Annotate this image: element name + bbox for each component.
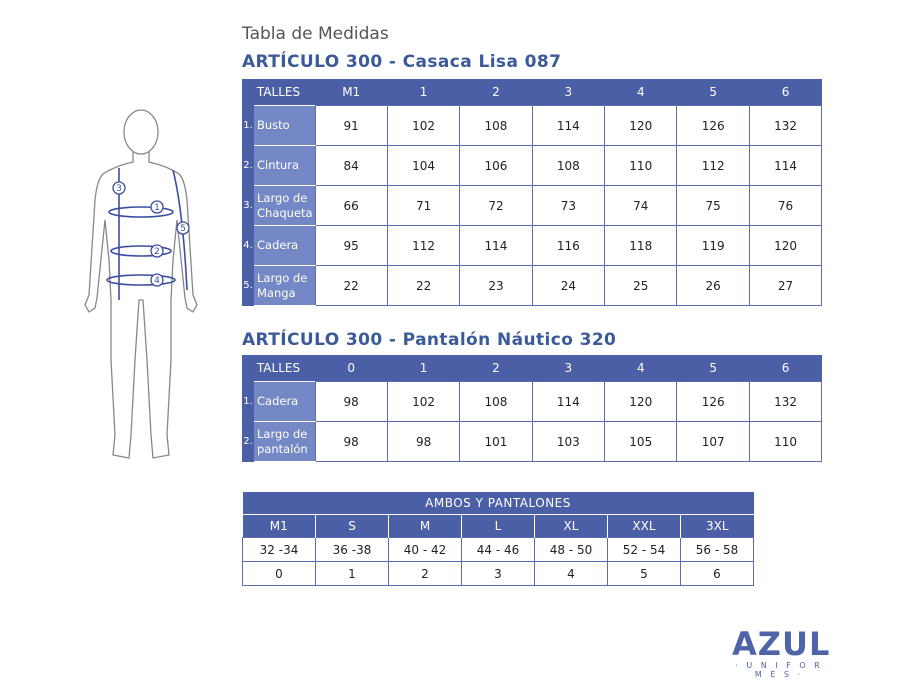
table-cell: 98 xyxy=(315,422,387,462)
size-letter-cell: XL xyxy=(535,515,608,538)
pantalon-title: ARTÍCULO 300 - Pantalón Náutico 320 xyxy=(242,330,617,350)
marker-1: 1 xyxy=(154,203,160,213)
table-cell: 27 xyxy=(749,266,821,306)
size-header: 3 xyxy=(532,79,604,106)
table-row xyxy=(242,422,822,462)
ambos-title: AMBOS Y PANTALONES xyxy=(243,492,754,515)
body-measurement-figure xyxy=(75,100,205,470)
size-number-cell: 4 xyxy=(535,562,608,586)
size-number-cell: 5 xyxy=(608,562,681,586)
table-cell: 72 xyxy=(460,186,532,226)
size-header: M1 xyxy=(315,79,387,106)
size-letter-cell: L xyxy=(462,515,535,538)
table-cell: 102 xyxy=(387,382,459,422)
marker-5: 5 xyxy=(180,224,186,234)
table-row xyxy=(242,266,822,306)
ambos-numbers-row xyxy=(243,562,754,586)
table-cell: 84 xyxy=(315,146,387,186)
table-row xyxy=(242,186,822,226)
ambos-letters-row xyxy=(243,515,754,538)
table-cell: 22 xyxy=(315,266,387,306)
size-range-cell: 48 - 50 xyxy=(535,538,608,562)
row-number: 3. xyxy=(242,186,254,226)
pantalon-size-table xyxy=(242,355,822,462)
table-cell: 23 xyxy=(460,266,532,306)
table-cell: 106 xyxy=(460,146,532,186)
size-header: 5 xyxy=(677,355,749,382)
table-cell: 101 xyxy=(460,422,532,462)
table-cell: 22 xyxy=(387,266,459,306)
table-header-row xyxy=(242,355,822,382)
size-header: 4 xyxy=(605,355,677,382)
table-cell: 66 xyxy=(315,186,387,226)
table-cell: 110 xyxy=(749,422,821,462)
table-cell: 24 xyxy=(532,266,604,306)
table-cell: 75 xyxy=(677,186,749,226)
row-number: 2. xyxy=(242,422,254,462)
table-cell: 110 xyxy=(605,146,677,186)
size-range-cell: 56 - 58 xyxy=(681,538,754,562)
table-cell: 126 xyxy=(677,382,749,422)
row-label: Busto xyxy=(254,106,315,146)
table-cell: 120 xyxy=(749,226,821,266)
table-cell: 114 xyxy=(532,382,604,422)
table-cell: 98 xyxy=(387,422,459,462)
table-cell: 103 xyxy=(532,422,604,462)
table-cell: 114 xyxy=(460,226,532,266)
azul-logo xyxy=(732,625,831,679)
table-cell: 118 xyxy=(605,226,677,266)
table-cell: 95 xyxy=(315,226,387,266)
size-header: 6 xyxy=(749,355,821,382)
logo-word: AZUL xyxy=(732,625,831,663)
size-number-cell: 3 xyxy=(462,562,535,586)
table-cell: 120 xyxy=(605,382,677,422)
table-cell: 114 xyxy=(532,106,604,146)
table-cell: 91 xyxy=(315,106,387,146)
size-letter-cell: M1 xyxy=(243,515,316,538)
table-cell: 102 xyxy=(387,106,459,146)
size-letter-cell: XXL xyxy=(608,515,681,538)
row-label: Cadera xyxy=(254,226,315,266)
table-row xyxy=(242,106,822,146)
ambos-ranges-row xyxy=(243,538,754,562)
row-label: Largo de Chaqueta xyxy=(254,186,315,226)
size-header: 1 xyxy=(387,355,459,382)
casaca-size-table xyxy=(242,79,822,306)
size-number-cell: 0 xyxy=(243,562,316,586)
row-number: 5. xyxy=(242,266,254,306)
table-cell: 114 xyxy=(749,146,821,186)
table-cell: 108 xyxy=(460,106,532,146)
size-range-cell: 44 - 46 xyxy=(462,538,535,562)
table-row xyxy=(242,382,822,422)
size-header: 6 xyxy=(749,79,821,106)
table-cell: 25 xyxy=(605,266,677,306)
table-cell: 71 xyxy=(387,186,459,226)
row-label: Largo de Manga xyxy=(254,266,315,306)
table-header-row xyxy=(242,79,822,106)
table-cell: 104 xyxy=(387,146,459,186)
casaca-title: ARTÍCULO 300 - Casaca Lisa 087 xyxy=(242,52,562,72)
table-cell: 107 xyxy=(677,422,749,462)
row-number: 4. xyxy=(242,226,254,266)
table-cell: 98 xyxy=(315,382,387,422)
row-number: 2. xyxy=(242,146,254,186)
size-number-cell: 2 xyxy=(389,562,462,586)
table-cell: 119 xyxy=(677,226,749,266)
table-cell: 112 xyxy=(677,146,749,186)
size-range-cell: 40 - 42 xyxy=(389,538,462,562)
table-row xyxy=(242,146,822,186)
size-header: 2 xyxy=(460,79,532,106)
logo-subtitle: · U N I F O R M E S · xyxy=(735,661,823,679)
row-number: 1. xyxy=(242,106,254,146)
table-cell: 116 xyxy=(532,226,604,266)
size-number-cell: 1 xyxy=(316,562,389,586)
ambos-size-table xyxy=(242,492,754,586)
size-header: 3 xyxy=(532,355,604,382)
table-cell: 74 xyxy=(605,186,677,226)
size-range-cell: 36 -38 xyxy=(316,538,389,562)
row-label: Cintura xyxy=(254,146,315,186)
talles-header: TALLES xyxy=(242,355,315,382)
size-letter-cell: 3XL xyxy=(681,515,754,538)
table-cell: 105 xyxy=(605,422,677,462)
size-header: 5 xyxy=(677,79,749,106)
table-cell: 108 xyxy=(532,146,604,186)
row-number: 1. xyxy=(242,382,254,422)
table-cell: 120 xyxy=(605,106,677,146)
size-range-cell: 32 -34 xyxy=(243,538,316,562)
table-cell: 73 xyxy=(532,186,604,226)
size-range-cell: 52 - 54 xyxy=(608,538,681,562)
size-header: 0 xyxy=(315,355,387,382)
size-number-cell: 6 xyxy=(681,562,754,586)
body-outline xyxy=(85,110,197,458)
size-header: 4 xyxy=(605,79,677,106)
marker-3: 3 xyxy=(116,184,122,194)
row-label: Cadera xyxy=(254,382,315,422)
table-cell: 26 xyxy=(677,266,749,306)
size-header: 1 xyxy=(387,79,459,106)
size-header: 2 xyxy=(460,355,532,382)
marker-4: 4 xyxy=(154,276,160,286)
table-cell: 76 xyxy=(749,186,821,226)
page-title: Tabla de Medidas xyxy=(242,24,389,44)
row-label: Largo de pantalón xyxy=(254,422,315,462)
table-row xyxy=(242,226,822,266)
table-cell: 126 xyxy=(677,106,749,146)
size-letter-cell: M xyxy=(389,515,462,538)
size-letter-cell: S xyxy=(316,515,389,538)
marker-2: 2 xyxy=(154,247,160,257)
table-cell: 132 xyxy=(749,382,821,422)
table-cell: 112 xyxy=(387,226,459,266)
talles-header: TALLES xyxy=(242,79,315,106)
table-cell: 132 xyxy=(749,106,821,146)
table-cell: 108 xyxy=(460,382,532,422)
